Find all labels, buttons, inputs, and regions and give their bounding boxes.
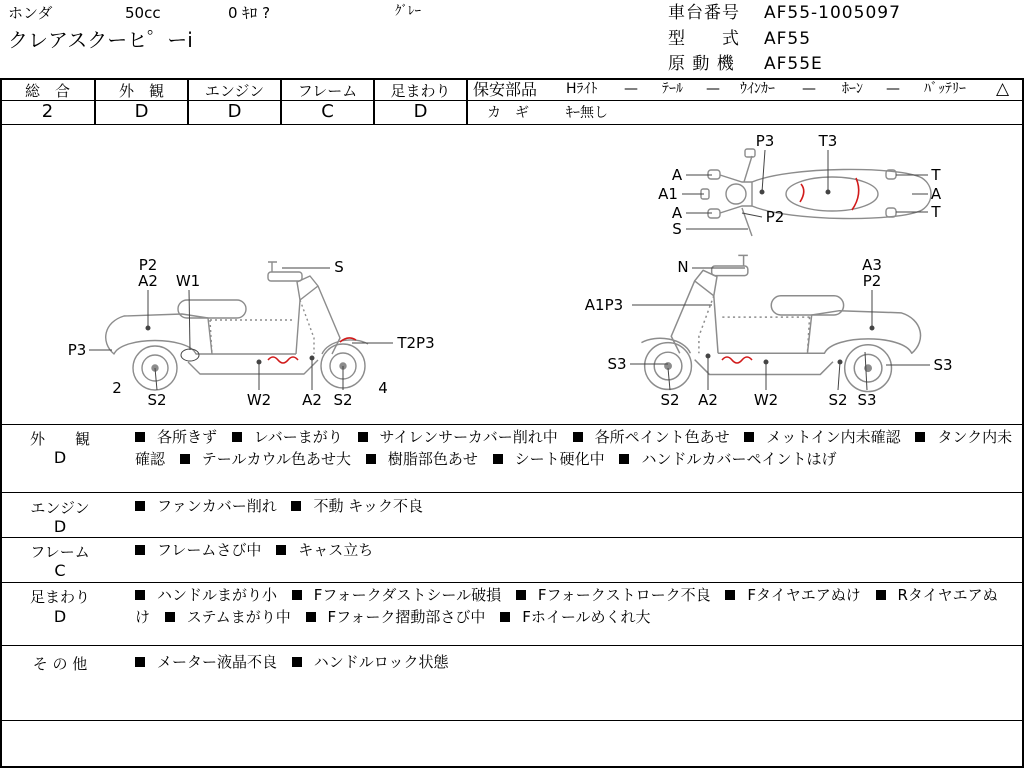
damage-code-label: A1P3 xyxy=(584,296,624,314)
note-text: 不動 キック不良 xyxy=(313,497,423,515)
note-item xyxy=(493,450,605,468)
grade-suspension xyxy=(374,78,467,125)
model-code-label: 型 式 xyxy=(668,29,740,49)
damage-code-label: A xyxy=(671,204,683,222)
leader-dot xyxy=(826,190,830,194)
damage-code-label: S3 xyxy=(607,355,627,373)
grade-label: 足まわり xyxy=(390,82,451,100)
comment-divider xyxy=(0,537,1024,538)
damage-code-label: A3 xyxy=(862,256,882,274)
damage-code-label: T xyxy=(931,166,941,184)
bullet-icon xyxy=(915,432,925,442)
bullet-icon xyxy=(573,432,583,442)
damage-code-label: N xyxy=(677,258,689,276)
displacement: 50cc xyxy=(125,4,161,22)
note-text: 各所ペイント色あせ xyxy=(594,428,730,446)
section-label: フレーム xyxy=(30,543,90,561)
mirror xyxy=(745,149,755,157)
bullet-icon xyxy=(135,657,145,667)
grade-label: フレーム xyxy=(297,82,358,100)
note-item xyxy=(232,428,343,446)
note-text: 各所きず xyxy=(157,428,218,446)
bullet-icon xyxy=(232,432,242,442)
key-label: カ ギ xyxy=(487,105,529,121)
frame-number-label: 車台番号 xyxy=(668,3,740,23)
section-label: エンジン xyxy=(30,499,90,517)
engine-label: 原 動 機 xyxy=(668,54,735,74)
front-wheel xyxy=(742,208,752,236)
other-comments xyxy=(0,647,1024,719)
section-label: 外 観 xyxy=(29,430,90,448)
note-text: Fホイールめくれ大 xyxy=(522,608,651,626)
damage-code-label: S2 xyxy=(828,391,848,409)
damage-code-label: W1 xyxy=(175,272,201,290)
note-text: Rタイヤエアぬけ xyxy=(135,586,998,626)
grade-value: C xyxy=(321,101,334,122)
bullet-icon xyxy=(292,657,302,667)
engine-code: AF55E xyxy=(764,54,823,74)
damage-code-label: T2P3 xyxy=(397,334,435,352)
frame-notes xyxy=(135,539,1015,561)
section-label: そ の 他 xyxy=(32,655,88,673)
safety-item-name: ﾎｰﾝ xyxy=(842,81,863,97)
bullet-icon xyxy=(135,432,145,442)
body-color: ｸﾞﾚｰ xyxy=(395,4,421,19)
note-text: タンク内未確認 xyxy=(135,428,1013,468)
seat xyxy=(786,177,878,211)
note-item xyxy=(180,450,351,468)
safety-item-status: — xyxy=(624,81,638,97)
note-item xyxy=(165,608,291,626)
engine-notes xyxy=(135,495,1015,517)
grade-engine xyxy=(188,78,281,125)
note-text: ハンドルロック状態 xyxy=(313,653,449,671)
damage-code-label: S3 xyxy=(933,356,953,374)
note-item xyxy=(619,450,836,468)
note-text: Fタイヤエアぬけ xyxy=(747,586,861,604)
section-grade: D xyxy=(53,517,67,536)
note-text: ハンドルカバーペイントはげ xyxy=(641,450,837,468)
section-grade: D xyxy=(53,448,67,467)
leader-dot xyxy=(310,356,314,360)
bullet-icon xyxy=(135,590,145,600)
mileage: 0 ｷﾛ ? xyxy=(228,4,271,22)
note-item xyxy=(725,586,860,604)
safety-item-name: ﾊﾞｯﾃﾘｰ xyxy=(924,81,966,97)
note-item xyxy=(366,450,478,468)
grade-label: 外 観 xyxy=(118,82,164,100)
bullet-icon xyxy=(165,612,175,622)
damage-code-label: P3 xyxy=(755,132,775,150)
note-item xyxy=(135,428,217,446)
suspension-comments xyxy=(0,584,1024,645)
grade-frame xyxy=(281,78,374,125)
bullet-icon xyxy=(292,590,302,600)
note-item xyxy=(135,586,277,604)
damage-code-label: S xyxy=(672,220,682,238)
damage-code-label: S2 xyxy=(147,391,167,409)
damage-code-label: W2 xyxy=(753,391,779,409)
exterior-notes xyxy=(135,426,1015,470)
exterior-comments xyxy=(0,426,1024,492)
note-item xyxy=(358,428,558,446)
bullet-icon xyxy=(516,590,526,600)
damage-marks xyxy=(268,178,859,363)
top-view xyxy=(701,149,931,236)
warning-triangle-icon: △ xyxy=(996,79,1010,99)
note-text: メットイン内未確認 xyxy=(766,428,901,446)
note-item xyxy=(306,608,486,626)
note-item xyxy=(276,541,373,559)
bullet-icon xyxy=(135,545,145,555)
leader-dot xyxy=(706,354,710,358)
damage-diagram xyxy=(0,125,1024,425)
bullet-icon xyxy=(493,454,503,464)
other-notes xyxy=(135,651,1015,673)
damage-code-label: W2 xyxy=(246,391,272,409)
note-text: 樹脂部色あせ xyxy=(387,450,478,468)
maker: ホンダ xyxy=(8,4,53,22)
safety-item-name: Hﾗｲﾄ xyxy=(566,81,598,97)
leader-dot xyxy=(838,360,842,364)
handlebar xyxy=(720,175,752,213)
damage-code-label: A1 xyxy=(658,185,678,203)
leader-dot xyxy=(257,360,261,364)
scratch-mark xyxy=(800,184,804,202)
note-item xyxy=(292,653,449,671)
marked-area xyxy=(181,349,199,361)
section-label: 足まわり xyxy=(29,588,90,606)
grade-value: D xyxy=(134,101,149,122)
note-text: メーター液晶不良 xyxy=(157,653,278,671)
frame-number: AF55-1005097 xyxy=(764,3,901,23)
grade-label: エンジン xyxy=(204,82,265,100)
key-value: ｷｰ無し xyxy=(566,105,608,121)
comment-divider xyxy=(0,645,1024,646)
damage-code-label: S3 xyxy=(857,391,877,409)
meter xyxy=(726,184,746,204)
comments-bottom xyxy=(0,720,1024,721)
leader-line xyxy=(668,368,670,390)
model-name: クレアスクーヒ゜ーi xyxy=(8,28,193,52)
damage-code-label: S2 xyxy=(660,391,680,409)
note-item xyxy=(135,497,277,515)
bullet-icon xyxy=(291,501,301,511)
bullet-icon xyxy=(500,612,510,622)
note-item xyxy=(291,497,422,515)
damage-code-label: A2 xyxy=(302,391,322,409)
note-text: Fフォーク摺動部さび中 xyxy=(327,608,486,626)
comment-divider xyxy=(0,582,1024,583)
note-item xyxy=(292,586,501,604)
safety-parts-label: 保安部品 xyxy=(473,80,538,99)
bullet-icon xyxy=(876,590,886,600)
damage-code-label: A xyxy=(930,185,942,203)
bullet-icon xyxy=(744,432,754,442)
grade-label: 総 合 xyxy=(24,82,70,100)
section-grade: C xyxy=(54,561,66,580)
section-grade: D xyxy=(53,607,67,626)
scratch-mark xyxy=(268,357,298,363)
note-text: ファンカバー削れ xyxy=(157,497,277,515)
leader-dot xyxy=(764,360,768,364)
safety-item-status: — xyxy=(706,81,720,97)
grade-value: D xyxy=(413,101,428,122)
note-text: キャス立ち xyxy=(298,541,374,559)
model-code: AF55 xyxy=(764,29,812,49)
leader-dot xyxy=(146,326,150,330)
frame-comments xyxy=(0,539,1024,582)
leader-dot xyxy=(760,190,764,194)
damage-code-label: A xyxy=(671,166,683,184)
safety-item-name: ｳｲﾝｶｰ xyxy=(740,81,775,97)
note-item xyxy=(744,428,900,446)
note-text: Fフォークストローク不良 xyxy=(537,586,711,604)
scratch-mark xyxy=(852,178,859,210)
note-text: サイレンサーカバー削れ中 xyxy=(379,428,558,446)
damage-code-label: 4 xyxy=(378,379,388,397)
scratch-mark xyxy=(722,357,752,363)
note-item xyxy=(516,586,711,604)
note-item xyxy=(135,541,261,559)
note-item xyxy=(135,653,277,671)
bullet-icon xyxy=(725,590,735,600)
damage-code-label: P2 xyxy=(862,272,882,290)
grade-value: D xyxy=(227,101,242,122)
safety-item-name: ﾃｰﾙ xyxy=(662,81,683,97)
bullet-icon xyxy=(619,454,629,464)
note-text: Fフォークダストシール破損 xyxy=(313,586,502,604)
note-text: フレームさび中 xyxy=(157,541,262,559)
damage-code-label: S xyxy=(334,258,344,276)
safety-item-status: — xyxy=(802,81,816,97)
bullet-icon xyxy=(276,545,286,555)
damage-code-label: A2 xyxy=(698,391,718,409)
grade-value: 2 xyxy=(41,101,54,122)
leader-dot xyxy=(870,326,874,330)
damage-code-label: P2 xyxy=(765,208,785,226)
damage-code-label: 2 xyxy=(112,379,122,397)
note-text: テールカウル色あせ大 xyxy=(201,450,352,468)
note-text: ハンドルまがり小 xyxy=(157,586,278,604)
leader-line xyxy=(189,290,190,350)
note-item xyxy=(573,428,730,446)
suspension-notes xyxy=(135,584,1015,628)
damage-code-label: T xyxy=(931,203,941,221)
bullet-icon xyxy=(366,454,376,464)
note-text: シート硬化中 xyxy=(514,450,605,468)
note-item xyxy=(500,608,650,626)
damage-code-label: A2 xyxy=(138,272,158,290)
damage-code-label: S2 xyxy=(333,391,353,409)
leader-line xyxy=(762,150,765,192)
bullet-icon xyxy=(306,612,316,622)
bullet-icon xyxy=(135,501,145,511)
engine-comments xyxy=(0,494,1024,537)
safety-item-name: — xyxy=(886,81,900,97)
bullet-icon xyxy=(180,454,190,464)
damage-code-label: T3 xyxy=(818,132,838,150)
note-text: レバーまがり xyxy=(253,428,343,446)
note-text: ステムまがり中 xyxy=(186,608,291,626)
grade-overall xyxy=(1,78,94,125)
mirror-stem xyxy=(744,156,752,182)
damage-code-label: P3 xyxy=(67,341,87,359)
leader-line xyxy=(838,362,840,390)
grade-exterior xyxy=(95,78,188,125)
comment-divider xyxy=(0,492,1024,493)
damage-code-label: P2 xyxy=(138,256,158,274)
bullet-icon xyxy=(358,432,368,442)
right-tail-light xyxy=(886,208,896,217)
